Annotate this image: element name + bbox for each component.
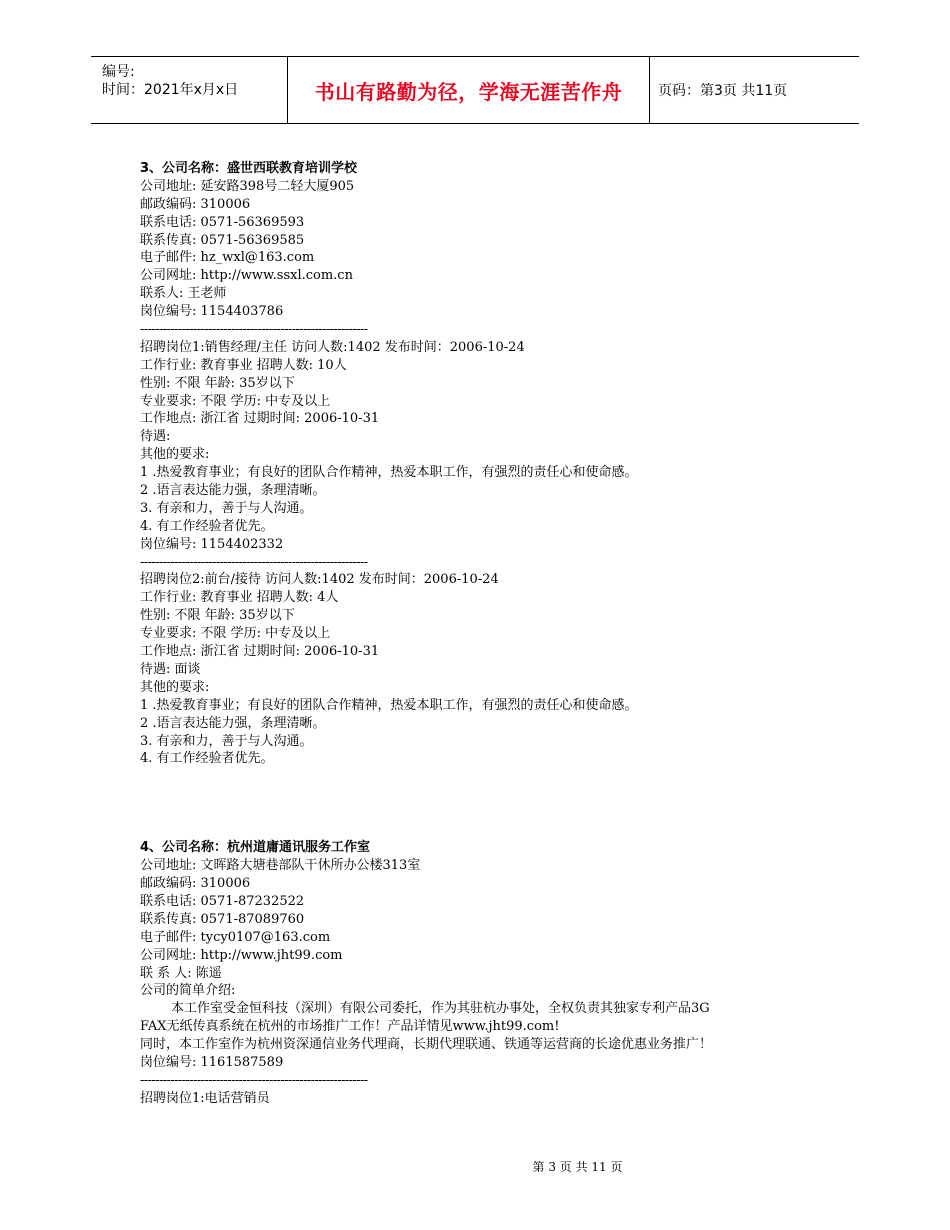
text-line: 岗位编号: 1154403786 xyxy=(140,304,284,320)
section-gap xyxy=(140,768,840,839)
text-line: 招聘岗位1:销售经理/主任 访问人数:1402 发布时间：2006-10-24 xyxy=(140,339,525,355)
separator-line: ------------------------------------------------------------ xyxy=(140,322,368,338)
text-line: 3. 有亲和力，善于与人沟通。 xyxy=(140,733,313,749)
separator-line: ------------------------------------------------------------ xyxy=(140,554,368,570)
separator-line: ------------------------------------------------------------ xyxy=(140,1072,368,1088)
text-line: 公司地址: 文晖路大塘巷部队干休所办公楼313室 xyxy=(140,858,421,874)
text-line: 岗位编号: 1154402332 xyxy=(140,536,284,552)
motto-text: 书山有路勤为径，学海无涯苦作舟 xyxy=(314,79,623,104)
text-line: 招聘岗位2:前台/接待 访问人数:1402 发布时间：2006-10-24 xyxy=(140,572,499,588)
header-left-cell xyxy=(91,57,287,123)
text-line: 2 .语言表达能力强，条理清晰。 xyxy=(140,715,326,731)
document-time-label: 时间：2021年x月x日 xyxy=(102,82,239,98)
header-page-label: 页码：第3页 共11页 xyxy=(658,83,788,99)
text-line: 3. 有亲和力，善于与人沟通。 xyxy=(140,500,313,516)
company-title: 3、公司名称：盛世西联教育培训学校 xyxy=(140,161,358,176)
intro-paragraph-line: 本工作室受金恒科技（深圳）有限公司委托，作为其驻杭办事处，全权负责其独家专利产品3G xyxy=(171,1001,710,1017)
text-line: 待遇: xyxy=(140,429,171,445)
text-line: FAX无纸传真系统在杭州的市场推广工作！产品详情见www.jht99.com! xyxy=(140,1019,560,1035)
text-line: 公司网址: http://www.ssxl.com.cn xyxy=(140,268,353,284)
text-line: 同时，本工作室作为杭州资深通信业务代理商，长期代理联通、铁通等运营商的长途优惠业务推广！ xyxy=(140,1037,713,1053)
text-line: 工作地点: 浙江省 过期时间: 2006-10-31 xyxy=(140,411,380,427)
text-line: 电子邮件: tycy0107@163.com xyxy=(140,929,331,945)
text-line: 联系电话: 0571-87232522 xyxy=(140,893,305,909)
document-number-label: 编号: xyxy=(102,64,135,80)
header-page-cell xyxy=(649,57,859,123)
text-line: 公司地址: 延安路398号二轻大厦905 xyxy=(140,178,355,194)
text-line: 4. 有工作经验者优先。 xyxy=(140,751,274,767)
text-line: 公司的简单介绍: xyxy=(140,983,236,999)
text-line: 专业要求: 不限 学历: 中专及以上 xyxy=(140,393,331,409)
header-motto-cell xyxy=(287,57,650,123)
text-line: 性别: 不限 年龄: 35岁以下 xyxy=(140,608,295,624)
text-line: 4. 有工作经验者优先。 xyxy=(140,518,274,534)
text-line: 邮政编码: 310006 xyxy=(140,876,251,892)
text-line: 邮政编码: 310006 xyxy=(140,196,251,212)
text-line: 2 .语言表达能力强，条理清晰。 xyxy=(140,483,326,499)
page-header xyxy=(91,56,859,124)
text-line: 公司网址: http://www.jht99.com xyxy=(140,947,343,963)
text-line: 工作行业: 教育事业 招聘人数: 10人 xyxy=(140,357,347,373)
company-title: 4、公司名称：杭州道庸通讯服务工作室 xyxy=(140,840,371,856)
text-line: 待遇: 面谈 xyxy=(140,661,201,677)
text-line: 1 .热爱教育事业；有良好的团队合作精神，热爱本职工作，有强烈的责任心和使命感。 xyxy=(140,465,638,481)
text-line: 1 .热爱教育事业；有良好的团队合作精神，热爱本职工作，有强烈的责任心和使命感。 xyxy=(140,697,638,713)
text-line: 性别: 不限 年龄: 35岁以下 xyxy=(140,375,295,391)
document-body xyxy=(140,160,840,1108)
text-line: 其他的要求: xyxy=(140,679,210,695)
text-line: 联系传真: 0571-56369585 xyxy=(140,232,305,248)
text-line: 工作地点: 浙江省 过期时间: 2006-10-31 xyxy=(140,644,380,660)
text-line: 专业要求: 不限 学历: 中专及以上 xyxy=(140,626,331,642)
text-line: 联系人: 王老师 xyxy=(140,286,227,302)
text-line: 工作行业: 教育事业 招聘人数: 4人 xyxy=(140,590,339,606)
text-line: 其他的要求: xyxy=(140,447,210,463)
text-line: 电子邮件: hz_wxl@163.com xyxy=(140,250,315,266)
text-line: 联 系 人: 陈遥 xyxy=(140,965,222,981)
page-footer: 第 3 页 共 11 页 xyxy=(532,1160,623,1174)
company-section-4 xyxy=(140,839,840,1107)
text-line: 招聘岗位1:电话营销员 xyxy=(140,1090,270,1106)
text-line: 岗位编号: 1161587589 xyxy=(140,1054,284,1070)
text-line: 联系传真: 0571-87089760 xyxy=(140,911,305,927)
text-line: 联系电话: 0571-56369593 xyxy=(140,214,305,230)
company-section-3 xyxy=(140,160,840,768)
